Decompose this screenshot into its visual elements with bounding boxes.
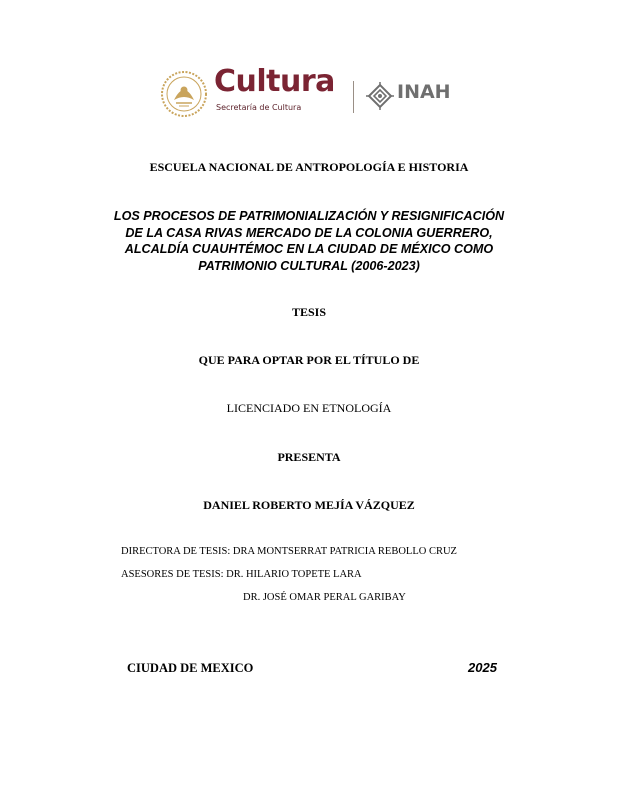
thesis-title-line: ALCALDÍA CUAUHTÉMOC EN LA CIUDAD DE MÉXICO COMO	[124, 242, 494, 256]
mexico-coat-of-arms-seal-icon	[160, 70, 208, 118]
degree-purpose: QUE PARA OPTAR POR EL TÍTULO DE	[198, 353, 420, 367]
thesis-title-line: LOS PROCESOS DE PATRIMONIALIZACIÓN Y RESIGNIFICACIÓN	[113, 209, 505, 223]
cultura-logo-subtitle: Secretaría de Cultura	[216, 103, 302, 112]
thesis-advisor-second: DR. JOSÉ OMAR PERAL GARIBAY	[243, 592, 406, 603]
thesis-title-line: PATRIMONIO CULTURAL (2006-2023)	[198, 258, 420, 273]
year: 2025	[468, 660, 497, 675]
logo-divider	[353, 81, 354, 113]
presents-label: PRESENTA	[277, 450, 341, 464]
inah-emblem-icon	[366, 82, 394, 110]
city: CIUDAD DE MEXICO	[127, 661, 254, 675]
inah-logo-wordmark: INAH	[397, 81, 451, 103]
document-type: TESIS	[291, 305, 327, 319]
thesis-director: DIRECTORA DE TESIS: DRA MONTSERRAT PATRICIA REBOLLO CRUZ	[121, 546, 457, 557]
institution-name: ESCUELA NACIONAL DE ANTROPOLOGÍA E HISTORIA	[149, 160, 469, 174]
degree-name: LICENCIADO EN ETNOLOGÍA	[226, 401, 392, 415]
author-name: DANIEL ROBERTO MEJÍA VÁZQUEZ	[203, 498, 415, 512]
thesis-title-line: DE LA CASA RIVAS MERCADO DE LA COLONIA GUERRERO,	[125, 225, 493, 240]
cultura-logo-wordmark: Cultura	[214, 64, 335, 99]
thesis-title	[60, 208, 558, 274]
header-logos	[160, 64, 460, 118]
thesis-advisors: ASESORES DE TESIS: DR. HILARIO TOPETE LARA	[121, 569, 362, 580]
